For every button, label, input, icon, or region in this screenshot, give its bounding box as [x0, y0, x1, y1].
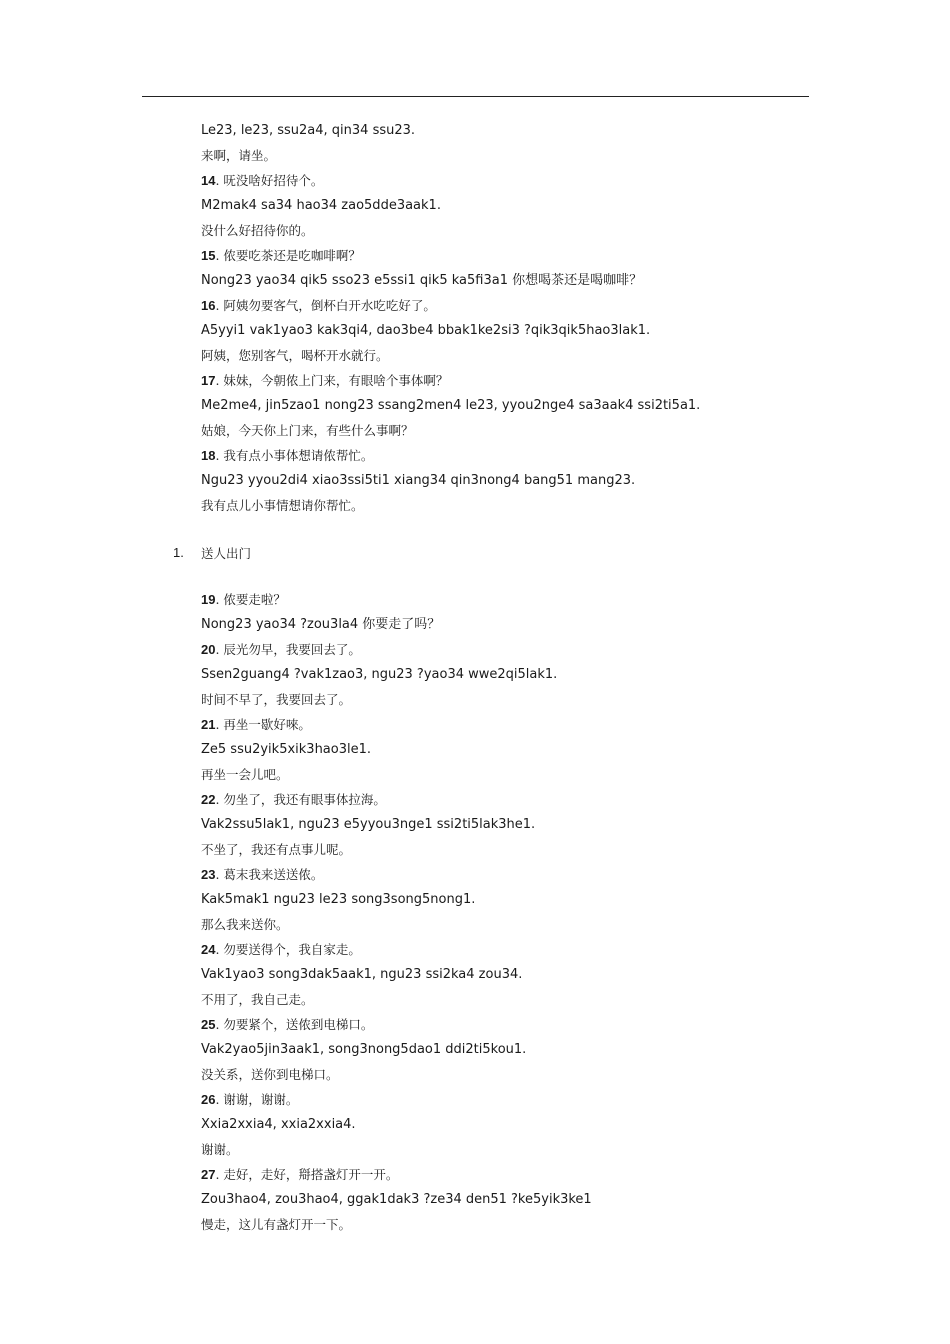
romanization-line: Nong23 yao34 qik5 sso23 e5ssi1 qik5 ka5fi3a1 你想喝茶还是喝咖啡？ — [201, 273, 643, 288]
phrase-shanghainese: . 再坐一歇好唻。 — [215, 717, 311, 732]
spacer — [201, 565, 821, 587]
mandarin-translation-line: 再坐一会儿吧。 — [201, 767, 289, 782]
mandarin-translation-line: 谢谢。 — [201, 1142, 239, 1157]
phrase-shanghainese: . 侬要吃茶还是吃咖啡啊？ — [215, 248, 361, 263]
mandarin-translation-line: 姑娘，今天你上门来，有些什么事啊？ — [201, 423, 414, 438]
phrase-shanghainese: . 阿姨勿要客气，倒杯白开水吃吃好了。 — [215, 298, 436, 313]
romanization-line: Nong23 yao34 ?zou3la4 你要走了吗？ — [201, 617, 441, 632]
phrase-number: 21 — [201, 717, 216, 732]
phrase-line-numbered — [201, 787, 821, 812]
phrase-number: 27 — [201, 1167, 216, 1182]
romanization-line: Kak5mak1 ngu23 le23 song3song5nong1. — [201, 892, 476, 907]
phrase-shanghainese: . 谢谢，谢谢。 — [215, 1092, 299, 1107]
mandarin-translation-line: 阿姨，您别客气，喝杯开水就行。 — [201, 348, 389, 363]
phrase-number: 14 — [201, 173, 216, 188]
romanization-line: Le23, le23, ssu2a4, qin34 ssu23. — [201, 123, 416, 138]
phrase-line-numbered — [201, 862, 821, 887]
phrase-number: 22 — [201, 792, 216, 807]
phrase-line-numbered — [201, 1162, 821, 1187]
romanization-line: Ze5 ssu2yik5xik3hao3le1. — [201, 742, 372, 757]
romanization-line: Vak2yao5jin3aak1, song3nong5dao1 ddi2ti5kou1. — [201, 1042, 527, 1057]
phrase-shanghainese: . 辰光勿早，我要回去了。 — [215, 642, 361, 657]
phrase-shanghainese: . 侬要走啦？ — [215, 592, 286, 607]
phrase-shanghainese: . 勿坐了，我还有眼事体拉海。 — [215, 792, 386, 807]
phrase-line-numbered — [201, 168, 821, 193]
mandarin-translation-line: 我有点儿小事情想请你帮忙。 — [201, 498, 364, 513]
romanization-line: Ssen2guang4 ?vak1zao3, ngu23 ?yao34 wwe2qi5lak1. — [201, 667, 558, 682]
romanization-line: Vak1yao3 song3dak5aak1, ngu23 ssi2ka4 zou34. — [201, 967, 523, 982]
mandarin-translation-line: 不坐了，我还有点事儿呢。 — [201, 842, 352, 857]
phrase-line-numbered — [201, 243, 821, 268]
document-body — [173, 118, 821, 1237]
phrase-number: 18 — [201, 448, 216, 463]
phrase-shanghainese: . 葛末我来送送侬。 — [215, 867, 324, 882]
phrase-line-numbered — [201, 1012, 821, 1037]
mandarin-translation-line: 不用了，我自己走。 — [201, 992, 314, 1007]
mandarin-translation-line: 那么我来送你。 — [201, 917, 289, 932]
romanization-line: Vak2ssu5lak1, ngu23 e5yyou3nge1 ssi2ti5lak3he1. — [201, 817, 536, 832]
phrase-line-numbered — [201, 712, 821, 737]
phrase-number: 24 — [201, 942, 216, 957]
phrase-shanghainese: . 呒没啥好招待个。 — [215, 173, 324, 188]
romanization-line: M2mak4 sa34 hao34 zao5dde3aak1. — [201, 198, 441, 213]
mandarin-translation-line: 来啊，请坐。 — [201, 148, 277, 163]
phrase-shanghainese: . 走好，走好，搿搭盏灯开一开。 — [215, 1167, 399, 1182]
section-number: 1. — [173, 545, 184, 560]
romanization-line: Me2me4, jin5zao1 nong23 ssang2men4 le23, yyou2nge4 sa3aak4 ssi2ti5a1. — [201, 398, 701, 413]
spacer — [201, 518, 821, 540]
phrase-number: 26 — [201, 1092, 216, 1107]
dialogue-block-greeting — [201, 118, 821, 518]
phrase-number: 23 — [201, 867, 216, 882]
phrase-number: 19 — [201, 592, 216, 607]
phrase-line-numbered — [201, 587, 821, 612]
phrase-line-numbered — [201, 637, 821, 662]
phrase-line-numbered — [201, 443, 821, 468]
mandarin-translation-line: 没什么好招待你的。 — [201, 223, 314, 238]
phrase-number: 15 — [201, 248, 216, 263]
phrase-shanghainese: . 我有点小事体想请侬帮忙。 — [215, 448, 374, 463]
phrase-number: 25 — [201, 1017, 216, 1032]
mandarin-translation-line: 时间不早了，我要回去了。 — [201, 692, 352, 707]
romanization-line: Zou3hao4, zou3hao4, ggak1dak3 ?ze34 den51 ?ke5yik3ke1 — [201, 1192, 592, 1207]
phrase-number: 17 — [201, 373, 216, 388]
phrase-line-numbered — [201, 293, 821, 318]
phrase-number: 16 — [201, 298, 216, 313]
phrase-line-numbered — [201, 1087, 821, 1112]
header-rule — [142, 96, 809, 97]
phrase-shanghainese: . 妹妹，今朝侬上门来，有眼啥个事体啊？ — [215, 373, 449, 388]
phrase-line-numbered — [201, 368, 821, 393]
phrase-number: 20 — [201, 642, 216, 657]
dialogue-block-farewell — [201, 587, 821, 1237]
mandarin-translation-line: 没关系，送你到电梯口。 — [201, 1067, 339, 1082]
romanization-line: Xxia2xxia4, xxia2xxia4. — [201, 1117, 356, 1132]
romanization-line: Ngu23 yyou2di4 xiao3ssi5ti1 xiang34 qin3nong4 bang51 mang23. — [201, 473, 636, 488]
section-title: 送人出门 — [201, 546, 252, 561]
phrase-shanghainese: . 勿要紧个，送侬到电梯口。 — [215, 1017, 374, 1032]
phrase-line-numbered — [201, 937, 821, 962]
phrase-shanghainese: . 勿要送得个，我自家走。 — [215, 942, 361, 957]
romanization-line: A5yyi1 vak1yao3 kak3qi4, dao3be4 bbak1ke2si3 ?qik3qik5hao3lak1. — [201, 323, 651, 338]
section-heading — [173, 540, 821, 565]
mandarin-translation-line: 慢走，这儿有盏灯开一下。 — [201, 1217, 352, 1232]
